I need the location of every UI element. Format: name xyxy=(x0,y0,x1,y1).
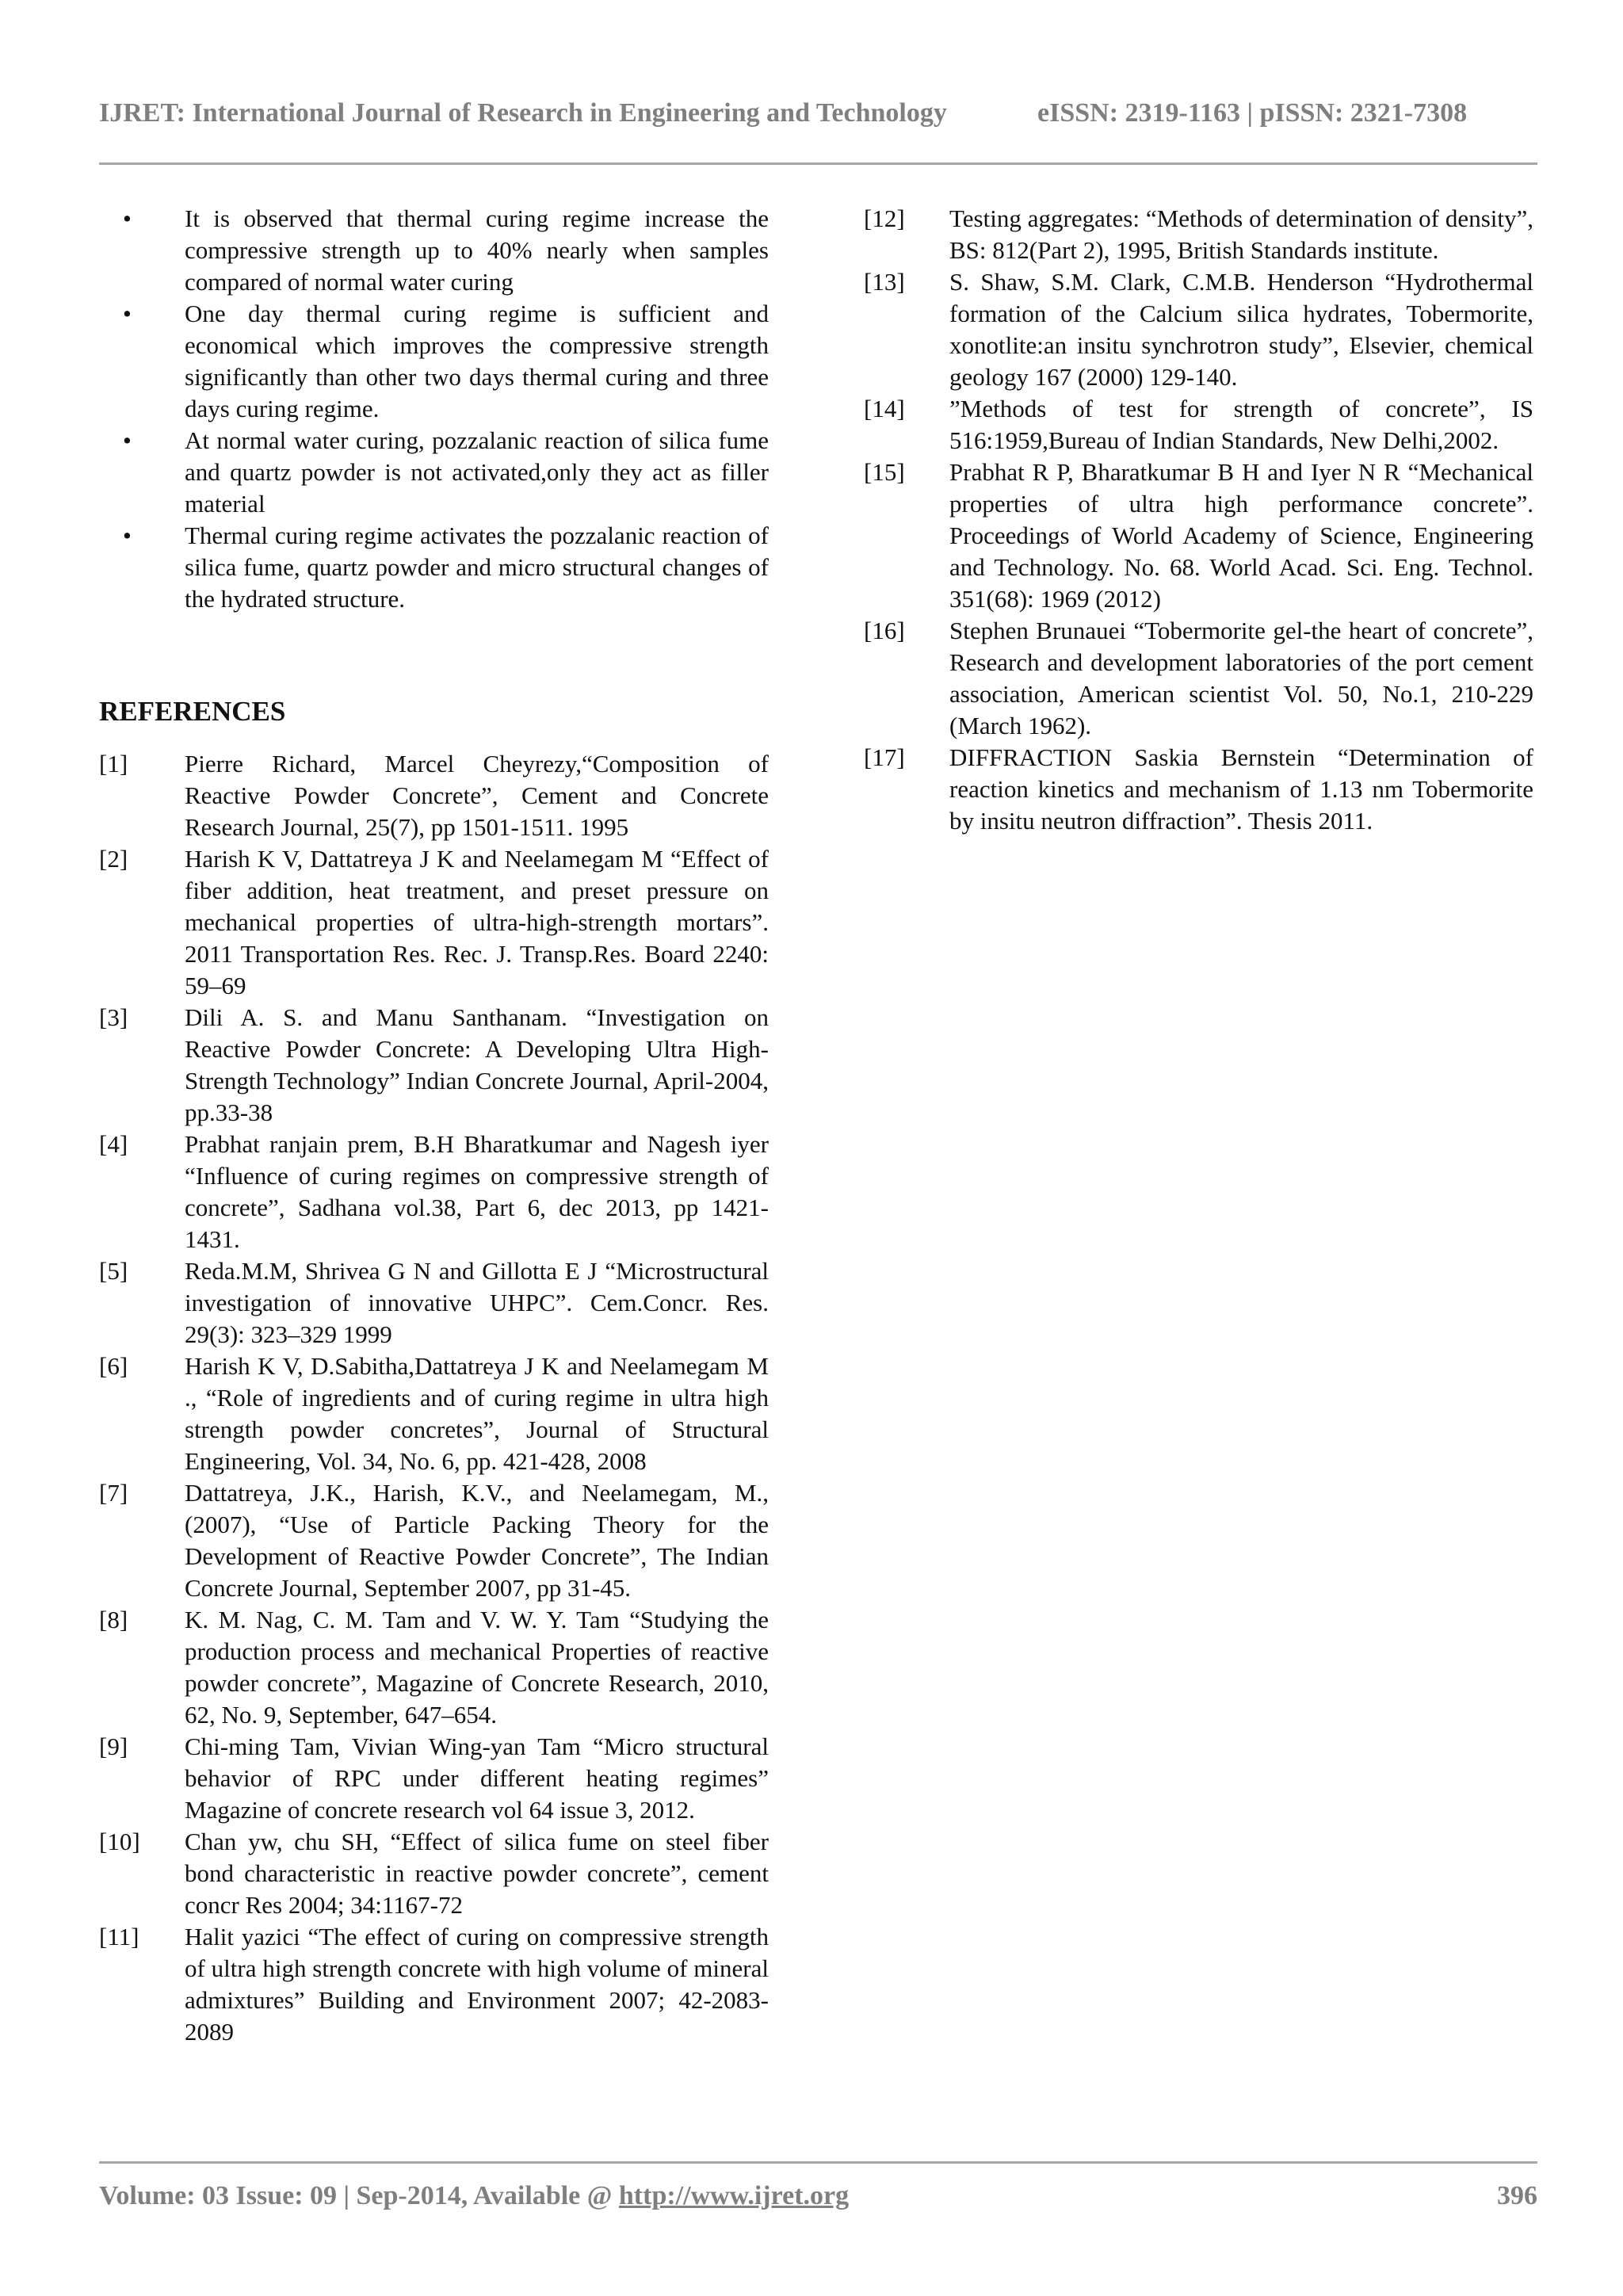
reference-item xyxy=(864,393,1533,457)
reference-number: [4] xyxy=(99,1130,128,1158)
journal-title: IJRET: International Journal of Research in Engineering and Technology xyxy=(99,98,947,128)
references-list-right xyxy=(864,203,1533,837)
reference-text: K. M. Nag, C. M. Tam and V. W. Y. Tam “Studying the production process and mechanical Properties of reactive powder concrete”, Magazine of Concrete Research, 2010, 62, No. 9, September, 647–654. xyxy=(185,1606,769,1729)
reference-item xyxy=(864,266,1533,393)
reference-item xyxy=(99,748,769,843)
reference-number: [7] xyxy=(99,1479,128,1507)
journal-url-link[interactable]: http://www.ijret.org xyxy=(618,2181,850,2210)
reference-number: [8] xyxy=(99,1606,128,1633)
reference-text: Harish K V, D.Sabitha,Dattatreya J K and Neelamegam M ., “Role of ingredients and of curing regime in ultra high strength powder concretes”, Journal of Structural Engineering, Vol. 34, No. 6, pp. 421-428, 2008 xyxy=(185,1352,769,1475)
reference-number: [17] xyxy=(864,743,905,771)
reference-text: ”Methods of test for strength of concrete”, IS 516:1959,Bureau of Indian Standards, New Delhi,2002. xyxy=(949,395,1533,454)
reference-number: [2] xyxy=(99,845,128,873)
reference-text: Dattatreya, J.K., Harish, K.V., and Neelamegam, M., (2007), “Use of Particle Packing Theory for the Development of Reactive Powder Concrete”, The Indian Concrete Journal, September 2007, pp 31-45. xyxy=(185,1479,769,1602)
page-header xyxy=(99,98,1526,138)
reference-text: Harish K V, Dattatreya J K and Neelamegam M “Effect of fiber addition, heat treatment, and preset pressure on mechanical properties of ultra-high-strength mortars”. 2011 Transportation Res. Rec. J. Transp.Res. Board 2240: 59–69 xyxy=(185,845,769,999)
reference-item xyxy=(99,1002,769,1129)
bullet-item: • At normal water curing, pozzalanic reaction of silica fume and quartz powder is not activated,only they act as filler material xyxy=(123,426,769,518)
reference-text: Reda.M.M, Shrivea G N and Gillotta E J “Microstructural investigation of innovative UHPC”. Cem.Concr. Res. 29(3): 323–329 1999 xyxy=(185,1257,769,1348)
reference-item xyxy=(864,203,1533,266)
issn-info: eISSN: 2319-1163 | pISSN: 2321-7308 xyxy=(1037,98,1468,128)
reference-item xyxy=(99,1255,769,1350)
reference-number: [9] xyxy=(99,1733,128,1760)
right-column xyxy=(864,203,1533,837)
reference-text: Testing aggregates: “Methods of determination of density”, BS: 812(Part 2), 1995, British Standards institute. xyxy=(949,204,1533,264)
reference-item xyxy=(864,742,1533,837)
reference-text: Dili A. S. and Manu Santhanam. “Investigation on Reactive Powder Concrete: A Developing Ultra High-Strength Technology” Indian Concrete Journal, April-2004, pp.33-38 xyxy=(185,1003,769,1126)
page-number: 396 xyxy=(1497,2181,1537,2210)
reference-text: Chi-ming Tam, Vivian Wing-yan Tam “Micro structural behavior of RPC under different heating regimes” Magazine of concrete research vol 64 issue 3, 2012. xyxy=(185,1733,769,1824)
reference-text: Stephen Brunauei “Tobermorite gel-the heart of concrete”, Research and development laboratories of the port cement association, American scientist Vol. 50, No.1, 210-229 (March 1962). xyxy=(949,617,1533,739)
reference-item xyxy=(99,1129,769,1255)
reference-number: [16] xyxy=(864,617,905,644)
reference-item xyxy=(99,1921,769,2048)
header-rule xyxy=(99,162,1537,165)
reference-number: [15] xyxy=(864,458,905,486)
bullet-icon: • xyxy=(123,521,132,549)
reference-item xyxy=(99,1731,769,1826)
reference-number: [6] xyxy=(99,1352,128,1380)
reference-item xyxy=(99,843,769,1002)
reference-text: Prabhat ranjain prem, B.H Bharatkumar and Nagesh iyer “Influence of curing regimes on compressive strength of concrete”, Sadhana vol.38, Part 6, dec 2013, pp 1421-1431. xyxy=(185,1130,769,1253)
reference-text: Prabhat R P, Bharatkumar B H and Iyer N R “Mechanical properties of ultra high performance concrete”. Proceedings of World Academy of Science, Engineering and Technology. No. 68. World Acad. Sci. Eng. Technol. 351(68): 1969 (2012) xyxy=(949,458,1533,613)
bullet-icon: • xyxy=(123,300,132,327)
footer-rule xyxy=(99,2161,1537,2164)
reference-number: [12] xyxy=(864,204,905,232)
reference-number: [11] xyxy=(99,1923,139,1950)
left-column xyxy=(99,203,769,2048)
reference-item xyxy=(864,615,1533,742)
reference-text: DIFFRACTION Saskia Bernstein “Determination of reaction kinetics and mechanism of 1.13 nm Tobermorite by insitu neutron diffraction”. Thesis 2011. xyxy=(949,743,1533,835)
bullet-icon: • xyxy=(123,426,132,454)
reference-text: S. Shaw, S.M. Clark, C.M.B. Henderson “Hydrothermal formation of the Calcium silica hydrates, Tobermorite, xonotlite:an insitu synchrotron study”, Elsevier, chemical geology 167 (2000) 129-140. xyxy=(949,268,1533,391)
reference-number: [14] xyxy=(864,395,905,422)
page-footer xyxy=(99,2181,1537,2221)
reference-text: Pierre Richard, Marcel Cheyrezy,“Composition of Reactive Powder Concrete”, Cement and Concrete Research Journal, 25(7), pp 1501-1511. 1995 xyxy=(185,750,769,841)
reference-item xyxy=(99,1604,769,1731)
bullet-item: • One day thermal curing regime is sufficient and economical which improves the compressive strength significantly than other two days thermal curing and three days curing regime. xyxy=(123,300,769,422)
reference-text: Halit yazici “The effect of curing on compressive strength of ultra high strength concrete with high volume of mineral admixtures” Building and Environment 2007; 42-2083-2089 xyxy=(185,1923,769,2046)
volume-info: Volume: 03 Issue: 09 | Sep-2014, Available @ http://www.ijret.org xyxy=(99,2181,850,2210)
reference-text: Chan yw, chu SH, “Effect of silica fume on steel fiber bond characteristic in reactive powder concrete”, cement concr Res 2004; 34:1167-72 xyxy=(185,1828,769,1919)
reference-number: [10] xyxy=(99,1828,140,1855)
reference-number: [1] xyxy=(99,750,128,777)
reference-number: [13] xyxy=(864,268,905,296)
reference-number: [3] xyxy=(99,1003,128,1031)
references-heading: REFERENCES xyxy=(99,696,286,727)
conclusion-bullets xyxy=(99,203,769,615)
reference-item xyxy=(864,457,1533,615)
bullet-icon: • xyxy=(123,204,132,232)
bullet-item: • It is observed that thermal curing regime increase the compressive strength up to 40% nearly when samples compared of normal water curing xyxy=(123,204,769,296)
reference-item xyxy=(99,1826,769,1921)
bullet-item: • Thermal curing regime activates the pozzalanic reaction of silica fume, quartz powder and micro structural changes of the hydrated structure. xyxy=(123,521,769,613)
reference-number: [5] xyxy=(99,1257,128,1285)
reference-item xyxy=(99,1350,769,1477)
references-list-left xyxy=(99,748,769,2048)
reference-item xyxy=(99,1477,769,1604)
